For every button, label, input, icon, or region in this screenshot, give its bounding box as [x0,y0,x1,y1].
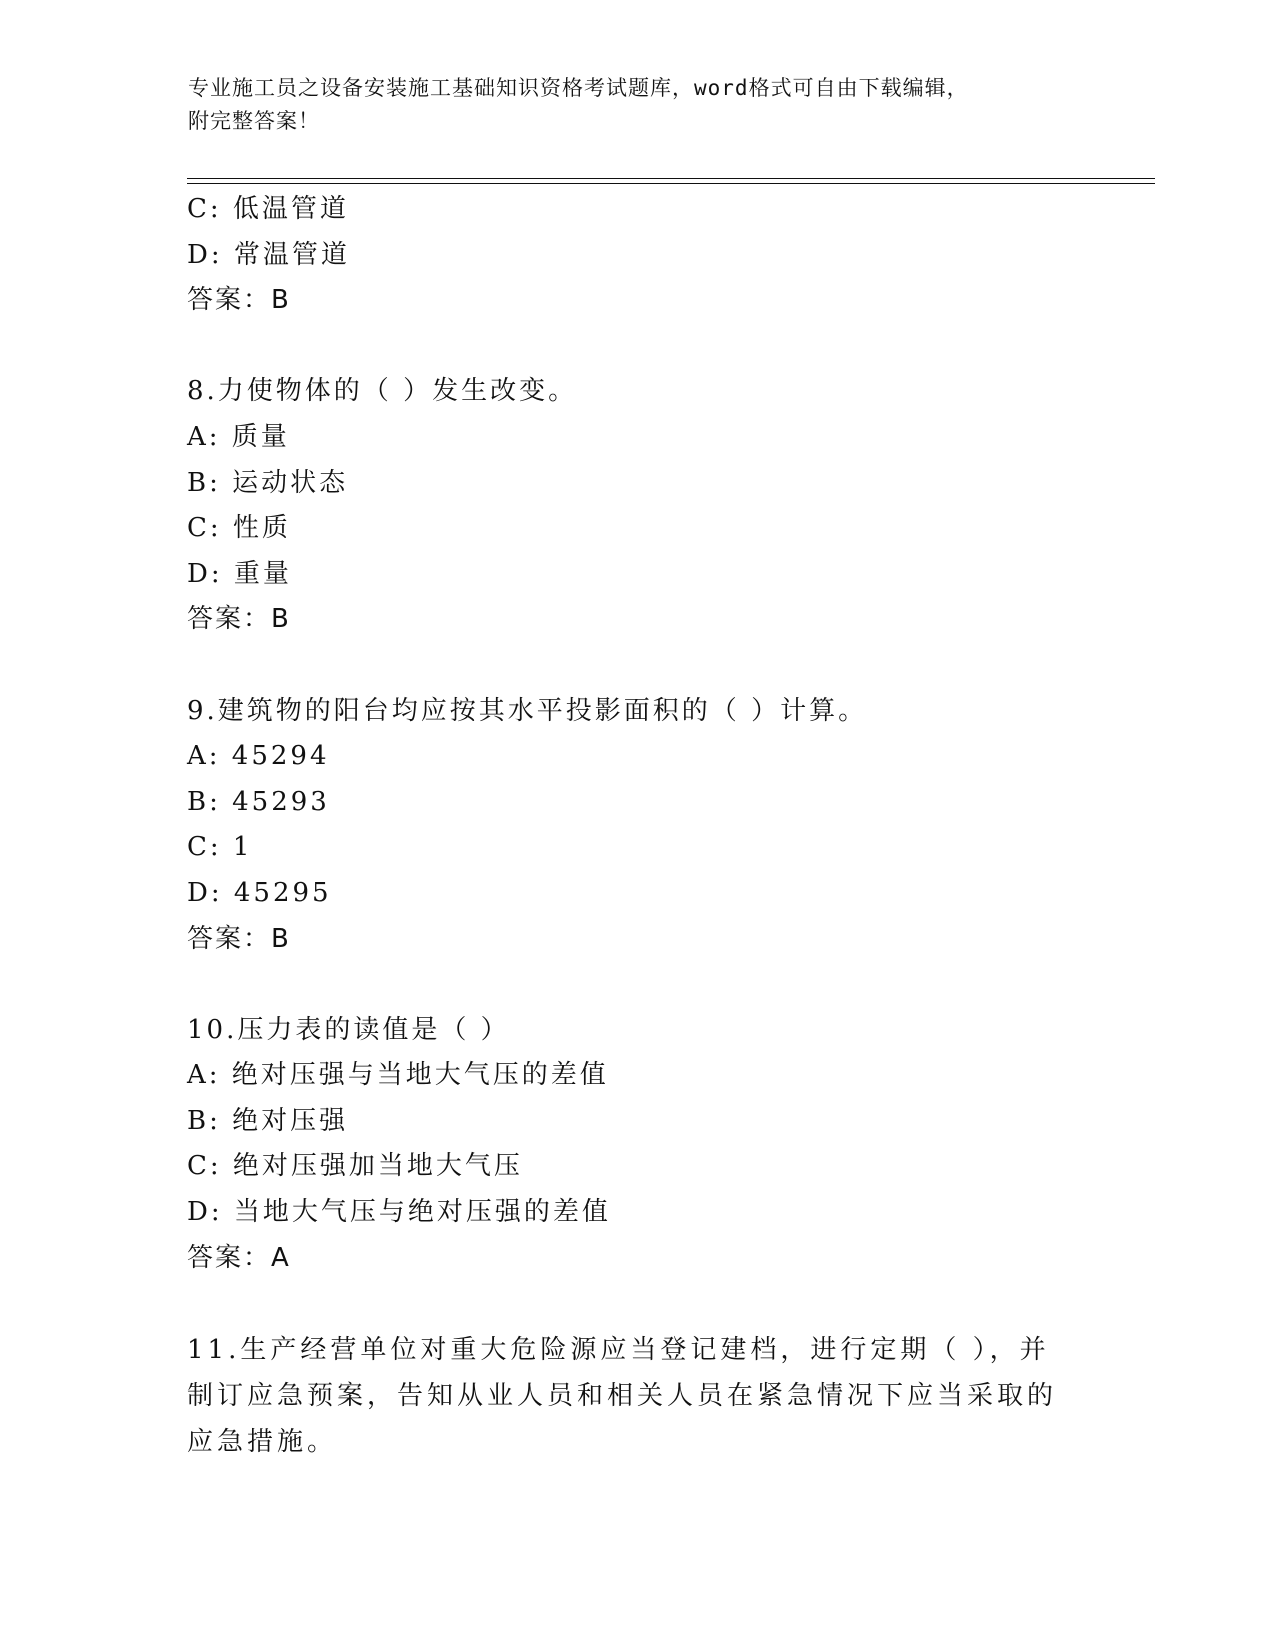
question-stem: 9.建筑物的阳台均应按其水平投影面积的（ ）计算。 [187,695,868,726]
option-a: A: 质量 [187,421,290,452]
header-divider-bottom [187,183,1155,184]
question-list [187,187,1087,1465]
question-spacer [187,1281,1087,1327]
question-stem: 11.生产经营单位对重大危险源应当登记建档，进行定期（ ），并制订应急预案，告知从业人员和相关人员在紧急情况下应当采取的应急措施。 [187,1334,1058,1457]
question-8 [187,369,1087,643]
header-line-1: 专业施工员之设备安装施工基础知识资格考试题库，word格式可自由下载编辑， [188,76,969,100]
option-c: C: 1 [187,832,253,863]
answer-line: 答案：B [187,923,291,954]
answer-line: 答案：A [187,1242,291,1273]
answer-line: 答案：B [187,604,291,635]
question-11 [187,1327,1087,1465]
question-spacer [187,962,1087,1008]
question-10 [187,1008,1087,1282]
option-d: D: 当地大气压与绝对压强的差值 [187,1197,611,1228]
question-stem: 10.压力表的读值是（ ） [187,1014,510,1045]
question-7-continuation [187,187,1087,324]
header-line-2: 附完整答案！ [188,109,320,133]
option-d: D: 重量 [187,558,292,589]
option-c: C: 性质 [187,513,291,544]
question-spacer [187,643,1087,689]
question-9 [187,689,1087,963]
option-d: D: 常温管道 [187,239,350,270]
question-spacer [187,324,1087,370]
option-b: B: 绝对压强 [187,1105,349,1136]
question-stem: 8.力使物体的（ ）发生改变。 [187,376,578,407]
option-a: A: 绝对压强与当地大气压的差值 [187,1060,609,1091]
option-a: A: 45294 [187,741,330,772]
document-header [188,72,1068,138]
option-c: C: 低温管道 [187,194,349,224]
header-divider-top [187,178,1155,179]
option-d: D: 45295 [187,877,332,908]
option-b: B: 运动状态 [187,467,349,498]
option-c: C: 绝对压强加当地大气压 [187,1151,523,1182]
option-b: B: 45293 [187,786,330,817]
answer-line: 答案：B [187,285,291,316]
